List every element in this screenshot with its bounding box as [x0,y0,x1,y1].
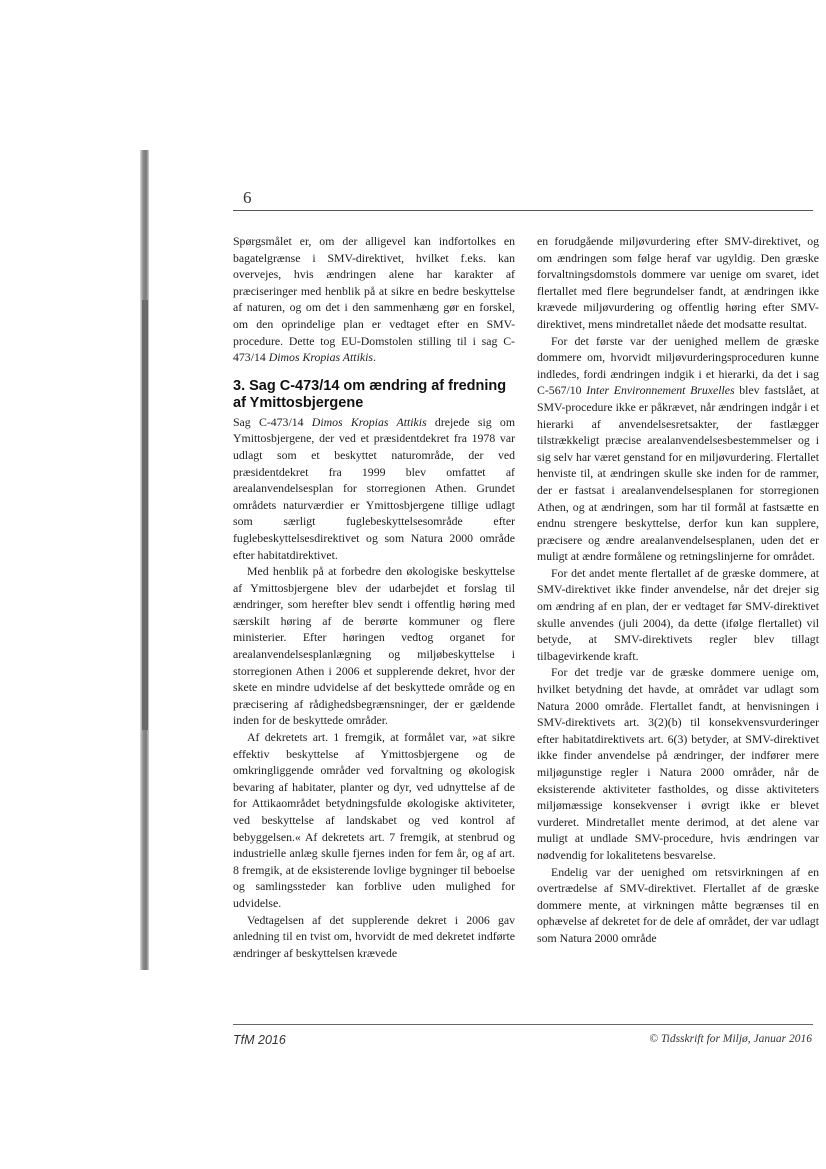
paragraph: Endelig var der uenighed om retsvirkningen af en overtrædelse af SMV-direktivet. Flertallet af de græske dommere mente, at virkningen måtte begrænses til en ophævelse af dekretet for de dele af området, der var udlagt som Natura 2000 område [537,864,819,945]
scan-binding-shadow-dark [142,300,148,730]
case-name: Dimos Kropias Attikis [311,414,427,429]
paragraph-text: drejede sig om Ymittosbjergene, der ved et præsidentdekret fra 1978 var udlagt som et beskyttet naturområde, der ved præsidentdekret fra 1999 blev omfattet af arealanvendelsesplan for storregionen Athen. Grundet områdets naturværdier er Ymittosbjergene tillige udlagt som særligt fuglebeskyttelsesområde efter fuglebeskyttelsesdirektivet og som Natura 2000 område efter habitatdirektivet. [233,414,515,562]
right-column [537,233,819,947]
paragraph-text: For det første var der uenighed mellem de græske dommere om, hvorvidt miljøvurderingsproceduren kunne indledes, fordi ændringen indgik i et hierarki, da det i sag C-567/10 [537,333,819,398]
paragraph-text: Sag C-473/14 [233,414,312,429]
journal-footer: TfM 2016 [233,1033,286,1047]
case-name: Inter Environnement Bruxelles [586,383,735,398]
paragraph: For det andet mente flertallet af de græske dommere, at SMV-direktivet ikke finder anvendelse, når det drejer sig om ændring af en plan, der er vedtaget før SMV-direktivet skulle anvendes (juli 2004), da dette (ifølge flertallet) vil betyde, at SMV-direktivets regler blev tillagt tilbagevirkende kraft. [537,565,819,663]
page-number: 6 [243,188,252,207]
paragraph [233,233,515,366]
paragraph: Vedtagelsen af det supplerende dekret i 2006 gav anledning til en tvist om, hvorvidt de med dekretet indførte ændringer af beskyttelsen krævede [233,912,515,960]
section-heading: 3. Sag C-473/14 om ændring af fredning af Ymittosbjergene [233,377,507,411]
paragraph: For det tredje var de græske dommere uenige om, hvilket betydning det havde, at området var udlagt som Natura 2000 område. Flertallet fandt, at henvisningen i SMV-direktivets art. 3(2)(b) til konsekvensvurderinger efter habitatdirektivets art. 6(3) betyder, at SMV-direktivet ikke finder anvendelse på ændringer, der indfører mere miljøgunstige regler i Natura 2000 områder, når de eksisterende aktiviteter fastholdes, og disse aktiviteters miljømæssige konsekvenser i øvrigt ikke er blevet vurderet. Mindretallet mente derimod, at det alene var muligt at undlade SMV-procedure, hvis ændringen var nødvendig for lokalitetens besvarelse. [537,665,819,862]
paragraph: en forudgående miljøvurdering efter SMV-direktivet, og om ændringen som følge heraf var ugyldig. Den græske forvaltningsdomstols dommere var uenige om svaret, idet flertallet med flere begrundelser fandt, at ændringen ikke krævede miljøvurdering og offentlig høring efter SMV-direktivet, mens mindretallet nåede det modsatte resultat. [537,234,819,331]
paragraph-text: blev fastslået, at SMV-procedure ikke er påkrævet, når ændringen indgår i et hierarki af anvendelsesretsakter, der fastlægger tilstrækkeligt præcise arealanvendelsesbestemmelser og i sig selv har været genstand for en miljøvurdering. Flertallet henviste til, at ændringen skulle ske inden for de rammer, der er fastsat i arealanvendelsesplanen for storregionen Athen, og at ændringen, som har til formål at fastsætte en endnu strengere beskyttelse, derfor kun kan supplere, præcisere og ændre arealanvendelsesplanen, uden det er muligt at ændre formålene og retningslinjerne for området. [537,383,819,564]
footer-rule [233,1024,813,1025]
paragraph [537,333,819,565]
paragraph: Med henblik på at forbedre den økologiske beskyttelse af Ymittosbjergene blev der udarbejdet et forslag til ændringer, som herefter blev sendt i offentlig høring med særskilt høring af de berørte kommuner og flere ministerier. Efter høringen vedtog organet for arealanvendelsesplanlægning og miljøbeskyttelse i storregionen Athen i 2006 et supplerende dekret, hvor der skete en mindre udvidelse af det beskyttede område og en præcisering af rådighedsbegrænsninger, der er gældende inden for de beskyttede områder. [233,564,515,728]
paragraph-text: Spørgsmålet er, om der alligevel kan indfortolkes en bagatelgrænse i SMV-direktivet, hvilket f.eks. kan overvejes, hvis ændringen alene har karakter af præciseringer med henblik på at sikre en bedre beskyttelse af naturen, og om det i den sammenhæng gør en forskel, om den oprindelige plan er vedtaget efter en SMV-procedure. Dette tog EU-Domstolen stilling til i sag C-473/14 [233,234,515,365]
left-column [233,233,515,961]
header-rule [233,210,813,211]
case-name: Dimos Kropias Attikis [268,350,373,365]
paragraph [233,414,515,563]
paragraph-end: . [372,350,376,365]
paragraph: Af dekretets art. 1 fremgik, at formålet var, »at sikre effektiv beskyttelse af Ymittosbjergene og de omkringliggende områder ved forvaltning og økologisk bevaring af habitater, planter og dyr, ved udnyttelse af de for Attikaområdet betydningsfulde økologiske aktiviteter, ved beskyttelse af landskabet og ved kontrol af bebyggelsen.« Af dekretets art. 7 fremgik, at stenbrud og industrielle anlæg skulle fjernes inden for fem år, og af art. 8 fremgik, at de eksisterende lovlige bygninger til beboelse og samlingssteder kan forblive uden mulighed for udvidelse. [233,730,515,910]
copyright-footer: © Tidsskrift for Miljø, Januar 2016 [649,1033,812,1045]
